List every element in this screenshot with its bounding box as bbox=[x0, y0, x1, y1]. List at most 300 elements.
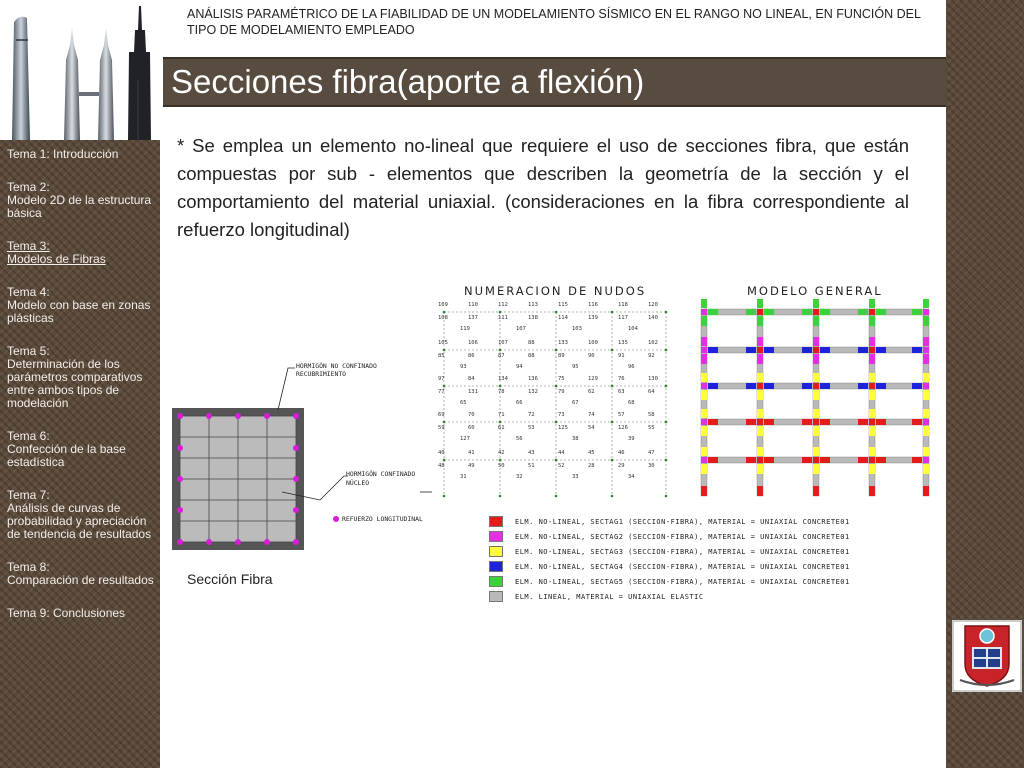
institution-logo bbox=[952, 620, 1022, 692]
sidebar-item-label: Confección de la base estadística bbox=[7, 442, 126, 469]
beam-hinge bbox=[820, 457, 830, 463]
node-label: 65 bbox=[460, 400, 467, 406]
sidebar-item-tema-8[interactable] bbox=[7, 561, 155, 587]
rebar-dot bbox=[206, 539, 212, 545]
column-hinge bbox=[701, 409, 707, 418]
element-legend bbox=[489, 514, 850, 604]
joint-segment bbox=[923, 419, 929, 425]
slide-title-bar bbox=[163, 57, 946, 107]
beam-hinge bbox=[820, 347, 830, 353]
beam-hinge bbox=[820, 419, 830, 425]
sidebar-item-tema-4[interactable] bbox=[7, 286, 155, 325]
node-label: 76 bbox=[618, 376, 625, 382]
node-label: 63 bbox=[618, 389, 625, 395]
node-label: 39 bbox=[628, 436, 635, 442]
rebar-dot bbox=[177, 445, 183, 451]
column-hinge bbox=[813, 316, 819, 326]
header-subtitle: ANÁLISIS PARAMÉTRICO DE LA FIABILIDAD DE UN MODELAMIENTO SÍSMICO EN EL RANGO NO LINEAL, EN FUNCIÓN DEL TIPO DE MODELAMIENTO EMPLEADO bbox=[187, 7, 921, 37]
beam-hinge bbox=[708, 383, 718, 389]
column-hinge bbox=[869, 337, 875, 346]
node-point bbox=[499, 421, 502, 424]
beam-hinge bbox=[912, 309, 922, 315]
base-hinge bbox=[813, 486, 819, 496]
column-hinge bbox=[869, 447, 875, 456]
node-label: 138 bbox=[528, 315, 538, 321]
column-hinge bbox=[813, 464, 819, 474]
column-hinge bbox=[869, 409, 875, 418]
node-label: 88 bbox=[528, 340, 535, 346]
column-hinge bbox=[869, 299, 875, 308]
node-label: 72 bbox=[528, 412, 535, 418]
column-hinge bbox=[923, 373, 929, 382]
rebar-dot bbox=[293, 539, 299, 545]
node-label: 118 bbox=[618, 302, 628, 308]
node-label: 136 bbox=[528, 376, 538, 382]
node-label: 93 bbox=[460, 364, 467, 370]
crest-icon bbox=[952, 620, 1022, 692]
node-label: 74 bbox=[588, 412, 595, 418]
node-label: 32 bbox=[516, 474, 523, 480]
column-hinge bbox=[813, 299, 819, 308]
node-label: 29 bbox=[618, 463, 625, 469]
node-label: 33 bbox=[572, 474, 579, 480]
fiber-section-figure bbox=[170, 362, 440, 562]
node-point bbox=[555, 349, 558, 352]
column-hinge bbox=[701, 337, 707, 346]
beam-hinge bbox=[912, 419, 922, 425]
beam-hinge bbox=[820, 309, 830, 315]
beam-hinge bbox=[876, 347, 886, 353]
label-rebar: REFUERZO LONGITUDINAL bbox=[342, 515, 423, 523]
node-label: 105 bbox=[438, 340, 448, 346]
node-point bbox=[665, 311, 668, 314]
beam-hinge bbox=[764, 309, 774, 315]
column-hinge bbox=[869, 316, 875, 326]
joint-segment bbox=[701, 347, 707, 353]
node-label: 46 bbox=[618, 450, 625, 456]
joint-segment bbox=[813, 309, 819, 315]
legend-row bbox=[489, 514, 850, 529]
sidebar-item-label: Tema 9: Conclusiones bbox=[7, 606, 126, 620]
beam-hinge bbox=[820, 383, 830, 389]
column-hinge bbox=[923, 390, 929, 400]
legend-swatch bbox=[489, 591, 503, 602]
node-label: 100 bbox=[588, 340, 598, 346]
beam-hinge bbox=[802, 383, 812, 389]
beam-hinge bbox=[858, 419, 868, 425]
beam-hinge bbox=[708, 347, 718, 353]
node-label: 66 bbox=[516, 400, 523, 406]
node-label: 58 bbox=[648, 412, 655, 418]
column-hinge bbox=[757, 447, 763, 456]
column-hinge bbox=[923, 354, 929, 364]
node-label: 38 bbox=[572, 436, 579, 442]
fiber-section-drawing bbox=[170, 362, 440, 562]
column-hinge bbox=[923, 299, 929, 308]
base-hinge bbox=[701, 486, 707, 496]
node-label: 96 bbox=[628, 364, 635, 370]
beam-hinge bbox=[858, 347, 868, 353]
joint-segment bbox=[701, 309, 707, 315]
node-point bbox=[611, 311, 614, 314]
node-point bbox=[665, 459, 668, 462]
node-point bbox=[611, 385, 614, 388]
rebar-dot bbox=[177, 539, 183, 545]
column-hinge bbox=[869, 464, 875, 474]
sidebar-item-tema-3[interactable] bbox=[7, 240, 155, 266]
sidebar-item-tema-5[interactable] bbox=[7, 345, 155, 410]
node-label: 51 bbox=[528, 463, 535, 469]
node-point bbox=[555, 311, 558, 314]
node-label: 49 bbox=[468, 463, 475, 469]
node-label: 34 bbox=[628, 474, 635, 480]
node-label: 132 bbox=[528, 389, 538, 395]
node-label: 28 bbox=[588, 463, 595, 469]
node-label: 134 bbox=[498, 376, 508, 382]
node-label: 89 bbox=[558, 353, 565, 359]
node-label: 92 bbox=[648, 353, 655, 359]
legend-text: ELM. NO-LINEAL, SECTAG5 (SECCION-FIBRA), MATERIAL = UNIAXIAL CONCRETE01 bbox=[515, 577, 850, 586]
column-hinge bbox=[813, 390, 819, 400]
joint-segment bbox=[701, 383, 707, 389]
column-hinge bbox=[701, 373, 707, 382]
column-hinge bbox=[757, 299, 763, 308]
node-point bbox=[555, 385, 558, 388]
node-label: 64 bbox=[648, 389, 655, 395]
node-label: 108 bbox=[438, 315, 448, 321]
legend-row bbox=[489, 529, 850, 544]
beam-hinge bbox=[876, 419, 886, 425]
section-caption: Sección Fibra bbox=[187, 571, 273, 587]
node-numbering-drawing bbox=[430, 280, 680, 505]
node-label: 107 bbox=[498, 340, 508, 346]
sidebar-item-label: Modelo con base en zonas plásticas bbox=[7, 298, 151, 325]
joint-segment bbox=[923, 457, 929, 463]
node-label: 135 bbox=[618, 340, 628, 346]
sidebar-item-label: Tema 5: bbox=[7, 344, 50, 358]
joint-segment bbox=[813, 347, 819, 353]
node-label: 47 bbox=[648, 450, 655, 456]
beam-hinge bbox=[764, 457, 774, 463]
node-label: 111 bbox=[498, 315, 508, 321]
beam-hinge bbox=[802, 309, 812, 315]
node-point bbox=[665, 421, 668, 424]
node-label: 42 bbox=[498, 450, 505, 456]
joint-segment bbox=[757, 457, 763, 463]
joint-segment bbox=[923, 309, 929, 315]
node-label: 67 bbox=[572, 400, 579, 406]
node-label: 115 bbox=[558, 302, 568, 308]
node-point bbox=[443, 385, 446, 388]
node-point bbox=[665, 385, 668, 388]
sidebar-item-label: Tema 2: bbox=[7, 180, 50, 194]
column-hinge bbox=[701, 354, 707, 364]
node-label: 109 bbox=[438, 302, 448, 308]
joint-segment bbox=[869, 383, 875, 389]
legend-swatch bbox=[489, 576, 503, 587]
beam-hinge bbox=[858, 457, 868, 463]
joint-segment bbox=[757, 383, 763, 389]
base-hinge bbox=[923, 486, 929, 496]
beam-hinge bbox=[764, 347, 774, 353]
sidebar-item-tema-9[interactable] bbox=[7, 607, 155, 620]
legend-text: ELM. NO-LINEAL, SECTAG3 (SECCION-FIBRA), MATERIAL = UNIAXIAL CONCRETE01 bbox=[515, 547, 850, 556]
rebar-dot bbox=[293, 445, 299, 451]
rebar-dot bbox=[177, 507, 183, 513]
node-label: 103 bbox=[572, 326, 582, 332]
legend-row bbox=[489, 559, 850, 574]
column-hinge bbox=[757, 390, 763, 400]
column-hinge bbox=[923, 337, 929, 346]
beam-hinge bbox=[876, 383, 886, 389]
node-point bbox=[443, 495, 446, 498]
node-label: 95 bbox=[572, 364, 579, 370]
node-label: 114 bbox=[558, 315, 568, 321]
beam-hinge bbox=[876, 309, 886, 315]
node-label: 87 bbox=[498, 353, 505, 359]
node-label: 140 bbox=[648, 315, 658, 321]
node-label: 60 bbox=[468, 425, 475, 431]
node-label: 90 bbox=[588, 353, 595, 359]
joint-segment bbox=[869, 309, 875, 315]
column-hinge bbox=[923, 316, 929, 326]
node-point bbox=[499, 495, 502, 498]
beam-hinge bbox=[876, 457, 886, 463]
node-point bbox=[499, 459, 502, 462]
node-label: 45 bbox=[588, 450, 595, 456]
model-title: MODELO GENERAL bbox=[747, 284, 883, 298]
column-hinge bbox=[813, 426, 819, 436]
column-hinge bbox=[757, 337, 763, 346]
node-label: 112 bbox=[498, 302, 508, 308]
node-label: 117 bbox=[618, 315, 628, 321]
legend-swatch bbox=[489, 531, 503, 542]
column-hinge bbox=[923, 409, 929, 418]
sidebar-item-label: Determinación de los parámetros comparativos entre ambos tipos de modelación bbox=[7, 357, 143, 410]
label-cover: HORMIGÓN NO CONFINADO bbox=[296, 362, 377, 370]
beam-hinge bbox=[802, 457, 812, 463]
node-label: 88 bbox=[528, 353, 535, 359]
legend-row bbox=[489, 544, 850, 559]
column-hinge bbox=[813, 447, 819, 456]
joint-segment bbox=[869, 419, 875, 425]
node-label: 77 bbox=[438, 389, 445, 395]
sidebar-item-label: Comparación de resultados bbox=[7, 573, 154, 587]
joint-segment bbox=[869, 347, 875, 353]
column-hinge bbox=[813, 409, 819, 418]
node-label: 133 bbox=[558, 340, 568, 346]
slide-title: Secciones fibra(aporte a flexión) bbox=[171, 63, 645, 100]
column-hinge bbox=[757, 464, 763, 474]
beam-hinge bbox=[912, 383, 922, 389]
rebar-dot bbox=[177, 476, 183, 482]
rebar-dot bbox=[235, 539, 241, 545]
node-label: 127 bbox=[460, 436, 470, 442]
node-point bbox=[443, 349, 446, 352]
node-point bbox=[555, 421, 558, 424]
sidebar-item-label: Tema 1: Introducción bbox=[7, 147, 119, 161]
column-hinge bbox=[923, 447, 929, 456]
node-point bbox=[499, 311, 502, 314]
node-label: 40 bbox=[438, 450, 445, 456]
column-hinge bbox=[701, 299, 707, 308]
label-cover-2: RECUBRIMIENTO bbox=[296, 370, 347, 378]
legend-row bbox=[489, 574, 850, 589]
rebar-dot bbox=[293, 476, 299, 482]
node-label: 57 bbox=[618, 412, 625, 418]
column-hinge bbox=[869, 354, 875, 364]
node-label: 54 bbox=[588, 425, 595, 431]
legend-text: ELM. LINEAL, MATERIAL = UNIAXIAL ELASTIC bbox=[515, 592, 704, 601]
node-point bbox=[443, 311, 446, 314]
node-label: 50 bbox=[498, 463, 505, 469]
node-label: 120 bbox=[648, 302, 658, 308]
beam-hinge bbox=[746, 347, 756, 353]
sidebar-item-tema-6[interactable] bbox=[7, 430, 155, 469]
node-label: 59 bbox=[438, 425, 445, 431]
node-point bbox=[499, 385, 502, 388]
node-label: 52 bbox=[558, 463, 565, 469]
node-label: 48 bbox=[438, 463, 445, 469]
node-label: 119 bbox=[460, 326, 470, 332]
node-label: 43 bbox=[528, 450, 535, 456]
sidebar-item-tema-1[interactable] bbox=[7, 148, 155, 161]
node-point bbox=[555, 495, 558, 498]
node-label: 139 bbox=[588, 315, 598, 321]
column-hinge bbox=[701, 426, 707, 436]
joint-segment bbox=[923, 347, 929, 353]
node-label: 137 bbox=[468, 315, 478, 321]
beam-hinge bbox=[746, 383, 756, 389]
column-hinge bbox=[813, 337, 819, 346]
rebar-dot bbox=[264, 413, 270, 419]
column-hinge bbox=[701, 390, 707, 400]
beam-hinge bbox=[912, 347, 922, 353]
column-hinge bbox=[701, 316, 707, 326]
beam-hinge bbox=[764, 383, 774, 389]
sidebar-item-label: Tema 6: bbox=[7, 429, 50, 443]
column-hinge bbox=[923, 426, 929, 436]
node-label: 129 bbox=[588, 376, 598, 382]
column-hinge bbox=[701, 447, 707, 456]
legend-swatch bbox=[489, 561, 503, 572]
beam-hinge bbox=[858, 383, 868, 389]
node-label: 113 bbox=[528, 302, 538, 308]
sidebar-item-label: Modelos de Fibras bbox=[7, 252, 106, 266]
legend-text: ELM. NO-LINEAL, SECTAG2 (SECCION-FIBRA), MATERIAL = UNIAXIAL CONCRETE01 bbox=[515, 532, 850, 541]
sidebar-item-label: Tema 8: bbox=[7, 560, 50, 574]
base-hinge bbox=[869, 486, 875, 496]
sidebar-item-tema-2[interactable] bbox=[7, 181, 155, 220]
node-label: 125 bbox=[558, 425, 568, 431]
node-point bbox=[611, 459, 614, 462]
node-label: 104 bbox=[628, 326, 638, 332]
sidebar-item-label: Modelo 2D de la estructura básica bbox=[7, 193, 152, 220]
node-point bbox=[499, 349, 502, 352]
legend-row bbox=[489, 589, 850, 604]
column-hinge bbox=[813, 354, 819, 364]
node-label: 56 bbox=[516, 436, 523, 442]
node-label: 55 bbox=[648, 425, 655, 431]
beam-hinge bbox=[802, 419, 812, 425]
joint-segment bbox=[757, 419, 763, 425]
node-label: 130 bbox=[648, 376, 658, 382]
node-label: 41 bbox=[468, 450, 475, 456]
beam-hinge bbox=[708, 419, 718, 425]
skyline-image bbox=[0, 0, 160, 140]
column-hinge bbox=[757, 354, 763, 364]
legend-swatch bbox=[489, 516, 503, 527]
legend-swatch bbox=[489, 546, 503, 557]
node-point bbox=[611, 421, 614, 424]
joint-segment bbox=[813, 419, 819, 425]
joint-segment bbox=[701, 419, 707, 425]
node-label: 31 bbox=[460, 474, 467, 480]
node-label: 30 bbox=[648, 463, 655, 469]
column-hinge bbox=[923, 464, 929, 474]
column-hinge bbox=[869, 373, 875, 382]
general-model-drawing bbox=[690, 280, 940, 505]
beam-hinge bbox=[708, 457, 718, 463]
node-label: 75 bbox=[558, 376, 565, 382]
rebar-dot bbox=[206, 413, 212, 419]
node-label: 106 bbox=[468, 340, 478, 346]
rebar-dot bbox=[293, 507, 299, 513]
legend-text: ELM. NO-LINEAL, SECTAG4 (SECCION-FIBRA), MATERIAL = UNIAXIAL CONCRETE01 bbox=[515, 562, 850, 571]
node-label: 126 bbox=[618, 425, 628, 431]
node-label: 69 bbox=[438, 412, 445, 418]
legend-text: ELM. NO-LINEAL, SECTAG1 (SECCION-FIBRA), MATERIAL = UNIAXIAL CONCRETE01 bbox=[515, 517, 850, 526]
joint-segment bbox=[757, 347, 763, 353]
column-hinge bbox=[869, 426, 875, 436]
node-label: 107 bbox=[516, 326, 526, 332]
node-point bbox=[611, 495, 614, 498]
sidebar-item-label: Tema 4: bbox=[7, 285, 50, 299]
body-paragraph: * Se emplea un elemento no-lineal que requiere el uso de secciones fibra, que están compuestas por sub - elementos que describen la geometría de la sección y el comportamiento del material uniaxial. (consideraciones en la fibra correspondiente al refuerzo longitudinal) bbox=[177, 135, 909, 240]
node-label: 70 bbox=[468, 412, 475, 418]
rebar-dot bbox=[177, 413, 183, 419]
node-label: 86 bbox=[468, 353, 475, 359]
rebar-dot bbox=[293, 413, 299, 419]
node-label: 91 bbox=[618, 353, 625, 359]
beam-hinge bbox=[708, 309, 718, 315]
sidebar-item-label: Tema 3: bbox=[7, 239, 50, 253]
column-hinge bbox=[869, 390, 875, 400]
joint-segment bbox=[757, 309, 763, 315]
node-label: 53 bbox=[528, 425, 535, 431]
label-core-2: NÚCLEO bbox=[346, 479, 370, 487]
node-numbering-figure bbox=[430, 280, 680, 505]
node-point bbox=[665, 495, 668, 498]
column-hinge bbox=[757, 316, 763, 326]
skyscrapers-illustration bbox=[0, 0, 160, 140]
node-label: 61 bbox=[498, 425, 505, 431]
node-point bbox=[443, 421, 446, 424]
sidebar-item-tema-7[interactable] bbox=[7, 489, 155, 541]
nodes-title: NUMERACION DE NUDOS bbox=[464, 284, 647, 298]
node-point bbox=[665, 349, 668, 352]
column-hinge bbox=[757, 409, 763, 418]
beam-hinge bbox=[912, 457, 922, 463]
label-core: HORMIGÓN CONFINADO bbox=[346, 470, 416, 478]
column-hinge bbox=[757, 426, 763, 436]
column-hinge bbox=[813, 373, 819, 382]
node-label: 62 bbox=[588, 389, 595, 395]
joint-segment bbox=[701, 457, 707, 463]
node-label: 97 bbox=[438, 376, 445, 382]
beam-hinge bbox=[746, 419, 756, 425]
beam-hinge bbox=[802, 347, 812, 353]
